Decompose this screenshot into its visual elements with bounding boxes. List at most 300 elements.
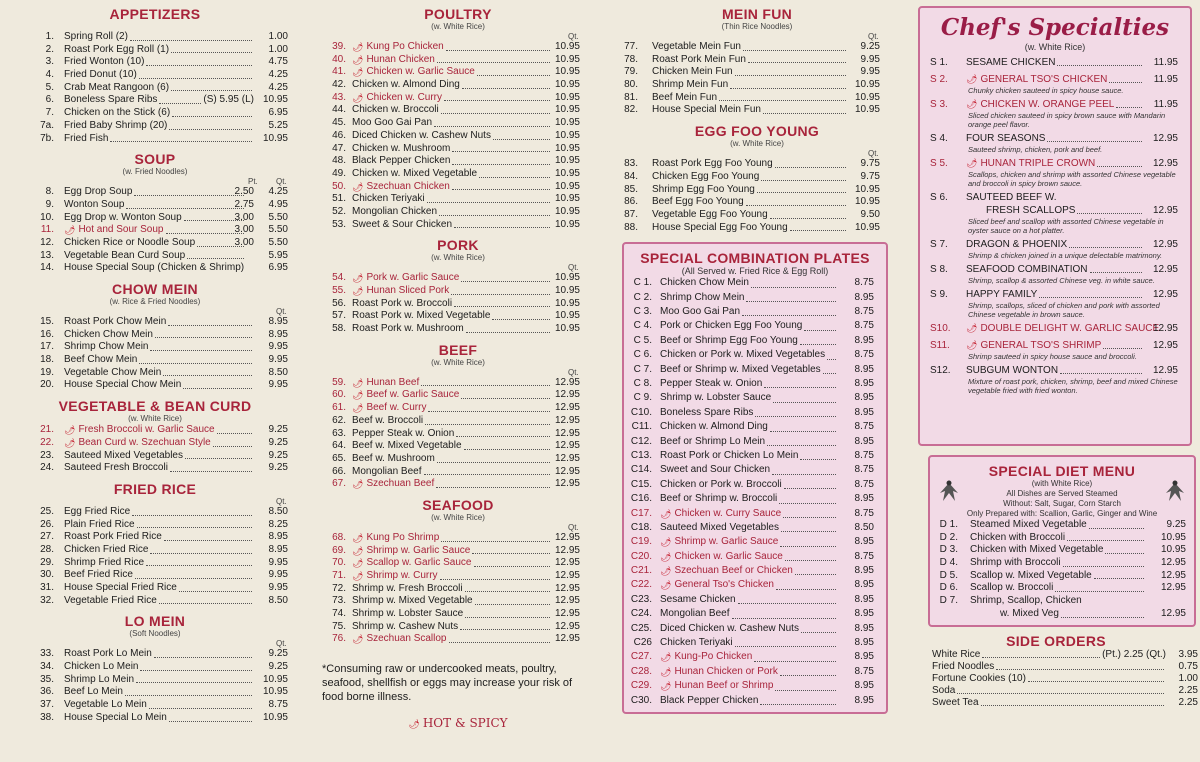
item-number: 47. <box>332 142 346 154</box>
hot-pepper-icon: 🌶 <box>966 340 978 350</box>
hot-pepper-icon: 🌶 <box>352 479 364 490</box>
menu-item-row <box>316 415 600 428</box>
item-name-line <box>660 291 838 305</box>
hot-pepper-icon: 🌶 <box>352 558 364 569</box>
chef-item-line <box>920 288 1190 301</box>
item-name-line <box>64 712 254 725</box>
leader-dots <box>150 553 252 554</box>
item-name-line <box>352 389 552 402</box>
price-header-label: Qt. <box>568 367 579 377</box>
item-name: Hunan Chicken or Pork <box>674 665 778 677</box>
item-name-line <box>64 437 254 450</box>
menu-item-row <box>612 79 902 92</box>
section-title: EGG FOO YOUNG <box>694 123 820 140</box>
menu-item-row <box>624 319 886 333</box>
menu-item-row <box>14 712 296 725</box>
price-header <box>14 639 296 648</box>
item-price: 9.95 <box>268 556 288 568</box>
item-price: 4.75 <box>268 56 288 68</box>
item-name-line <box>652 104 848 117</box>
item-price: 8.75 <box>854 349 874 361</box>
leader-dots <box>154 657 252 658</box>
hot-pepper-icon: 🌶 <box>660 566 672 577</box>
leader-dots <box>164 540 252 541</box>
item-name: Fried Donut (10) <box>64 69 137 81</box>
menu-item-row <box>14 212 296 225</box>
leader-dots <box>185 458 252 459</box>
item-number: 75. <box>332 620 346 632</box>
item-number: 7a. <box>40 119 54 131</box>
item-number: 13. <box>40 249 54 261</box>
item-price: 10.95 <box>554 142 580 154</box>
item-price: 12.95 <box>554 440 580 452</box>
item-price: 9.25 <box>268 449 288 461</box>
menu-item-row <box>316 323 600 336</box>
item-name: Mongolian Beef <box>660 608 730 620</box>
item-name-line <box>352 608 552 621</box>
item-description: Shrimp sauteed in spicy house sauce and broccoli. <box>968 352 1137 361</box>
item-name: Sauteed Mixed Vegetables <box>64 449 183 461</box>
item-name: Chicken Fried Rice <box>64 543 149 555</box>
item-name-line <box>970 570 1146 583</box>
hot-spicy-legend <box>316 716 600 730</box>
menu-item-row <box>930 519 1194 532</box>
item-name: Shrimp w. Lobster Sauce <box>352 608 464 620</box>
leader-dots <box>134 195 244 196</box>
chefs-subtitle: (w. White Rice) <box>1024 42 1086 52</box>
item-price: 10.95 <box>262 686 288 698</box>
item-number: 81. <box>624 91 638 103</box>
item-number: 84. <box>624 170 638 182</box>
item-name-line <box>932 673 1166 685</box>
menu-item-row <box>624 348 886 362</box>
item-price: 12.95 <box>1160 607 1186 619</box>
item-price: 12.95 <box>554 402 580 414</box>
section-title: FRIED RICE <box>113 480 197 497</box>
item-name: Black Pepper Chicken <box>352 155 451 167</box>
item-extra-price: (Pt.) 2.25 (Qt.) <box>1102 648 1166 660</box>
item-price: 10.95 <box>554 66 580 78</box>
item-price: 8.95 <box>854 622 874 634</box>
leader-dots <box>776 589 836 590</box>
item-number: 7. <box>45 107 54 119</box>
item-name: Sweet & Sour Chicken <box>352 218 453 230</box>
item-price: 12.95 <box>554 478 580 490</box>
leader-dots <box>465 591 550 592</box>
item-name-line <box>660 694 838 708</box>
item-number: 69. <box>332 544 346 556</box>
item-number: 54. <box>332 272 346 284</box>
item-number: 45. <box>332 117 346 129</box>
menu-item-row <box>316 117 600 130</box>
menu-item-row <box>14 82 296 95</box>
chef-special-item <box>920 56 1190 69</box>
item-name-line <box>970 532 1146 545</box>
leader-dots <box>1094 578 1144 579</box>
item-name: Szechuan Scallop <box>366 633 447 645</box>
item-price: 2.25 <box>1178 684 1198 696</box>
item-number: 85. <box>624 183 638 195</box>
item-price: 4.25 <box>268 81 288 93</box>
item-number: 28. <box>40 543 54 555</box>
item-price: 8.95 <box>854 377 874 389</box>
item-name: SESAME CHICKEN <box>966 57 1056 68</box>
item-name-line <box>352 66 552 79</box>
item-number: C26 <box>633 637 652 649</box>
item-name: Moo Goo Gai Pan <box>352 117 433 129</box>
item-name: Hunan Beef <box>366 376 420 388</box>
menu-item-row <box>316 41 600 54</box>
item-price: 12.95 <box>554 557 580 569</box>
menu-item-row <box>14 699 296 712</box>
leader-dots <box>493 139 550 140</box>
item-name: Beef w. Garlic Sauce <box>366 389 460 401</box>
item-description: Chunky chicken sauteed in spicy house sauce. <box>968 86 1124 95</box>
item-number: 2. <box>45 43 54 55</box>
hot-pepper-icon: 🌶 <box>966 99 978 109</box>
hot-pepper-icon: 🌶 <box>966 323 978 333</box>
item-name-line <box>660 319 838 333</box>
chef-item-line <box>920 56 1190 69</box>
item-name-line <box>660 550 838 564</box>
item-price: 10.95 <box>554 310 580 322</box>
item-price: 8.75 <box>854 464 874 476</box>
item-number: 42. <box>332 79 346 91</box>
item-name: Shrimp Egg Foo Young <box>652 183 755 195</box>
item-name-line <box>352 557 552 570</box>
item-name: Chicken Chow Mein <box>64 328 153 340</box>
section-subtitle: (w. White Rice) <box>431 22 485 31</box>
section-subtitle: (Soft Noodles) <box>129 629 181 639</box>
item-price: 9.25 <box>268 648 288 660</box>
menu-item-row <box>316 219 600 232</box>
chef-item-line <box>920 132 1190 145</box>
leader-dots <box>136 682 252 683</box>
leader-dots <box>730 88 846 89</box>
item-name-line <box>970 582 1146 595</box>
item-number: 38. <box>40 711 54 723</box>
item-name-line <box>64 531 254 544</box>
item-name-line <box>660 650 838 664</box>
item-number: C20. <box>630 550 652 562</box>
item-number: 57. <box>332 310 346 322</box>
item-name: Roast Pork w. Mushroom <box>352 323 464 335</box>
item-name: Roast Pork Egg Roll (1) <box>64 43 170 55</box>
price-header <box>14 177 296 186</box>
item-name: Diced Chicken w. Cashew Nuts <box>352 129 491 141</box>
item-name-line <box>352 272 552 285</box>
item-name-line <box>64 316 254 329</box>
item-number: D 3. <box>939 544 958 556</box>
item-name: Sweet and Sour Chicken <box>660 464 771 476</box>
section-subtitle: (w. White Rice) <box>431 357 485 367</box>
leader-dots <box>427 202 550 203</box>
item-price-quart: 5.50 <box>268 236 288 248</box>
item-number: S 3. <box>930 99 948 110</box>
section-title: APPETIZERS <box>109 6 201 22</box>
item-name: Sauteed Fresh Broccoli <box>64 462 168 474</box>
item-number: C11. <box>631 421 652 433</box>
item-number: C17. <box>630 507 652 519</box>
item-number: 87. <box>624 208 638 220</box>
item-number: 58. <box>332 323 346 335</box>
chef-special-item <box>920 191 1190 235</box>
item-name-line <box>966 73 1144 86</box>
item-number: 19. <box>40 366 54 378</box>
leader-dots <box>981 705 1164 706</box>
leader-dots <box>213 446 252 447</box>
item-name: Kung-Po Chicken <box>674 651 753 663</box>
item-price: 12.95 <box>554 582 580 594</box>
item-name-line <box>660 305 838 319</box>
item-name: Chicken Mein Fun <box>652 66 733 78</box>
item-name: Hunan Sliced Pork <box>366 285 450 296</box>
item-price: 9.25 <box>268 462 288 474</box>
item-name: Beef w. Mushroom <box>352 452 435 464</box>
item-price: 8.95 <box>854 334 874 346</box>
chef-item-line <box>920 204 1190 217</box>
item-name: Shrimp w. Mixed Vegetable <box>352 595 473 607</box>
item-price: 10.95 <box>554 297 580 309</box>
menu-item-row <box>14 31 296 44</box>
leader-dots <box>779 503 836 504</box>
price-header-label: Qt. <box>868 32 879 41</box>
item-number: C29. <box>630 680 652 692</box>
leader-dots <box>780 546 836 547</box>
item-price: 10.95 <box>554 180 580 192</box>
item-price: 9.95 <box>860 53 880 65</box>
item-name-line <box>660 665 838 679</box>
menu-item-row <box>14 250 296 263</box>
item-price: 10.95 <box>554 117 580 129</box>
item-name-line <box>64 544 254 557</box>
menu-item-row <box>316 66 600 79</box>
item-price: 10.95 <box>854 104 880 116</box>
chefs-title: Chef's Specialties <box>940 14 1170 41</box>
item-name: Chicken Teriyaki <box>660 637 733 649</box>
menu-item-row <box>624 449 886 463</box>
menu-item-row <box>930 570 1194 583</box>
item-price: 4.25 <box>268 69 288 81</box>
chef-item-line <box>920 339 1190 352</box>
item-name: Steamed Mixed Vegetable <box>970 519 1087 530</box>
menu-item-row <box>14 262 296 275</box>
hot-pepper-icon: 🌶 <box>64 225 76 236</box>
item-price-quart: 5.50 <box>268 211 288 223</box>
item-name: Shrimp Mein Fun <box>652 79 729 91</box>
item-name-line <box>660 593 838 607</box>
item-price: 9.25 <box>268 661 288 673</box>
price-header-label: Qt. <box>276 307 287 316</box>
item-name: Chicken w. Almond Ding <box>352 79 460 91</box>
item-price: 10.95 <box>554 91 580 103</box>
item-price: 8.95 <box>268 543 288 555</box>
item-name: Roast Pork Chow Mein <box>64 316 167 327</box>
item-name-line <box>64 557 254 570</box>
leader-dots <box>800 344 836 345</box>
leader-dots <box>163 375 252 376</box>
menu-item-row <box>316 310 600 323</box>
item-name-line <box>352 545 552 558</box>
menu-item-row <box>316 272 600 285</box>
menu-item-row <box>316 583 600 596</box>
item-number: 6. <box>45 94 54 106</box>
price-header <box>316 523 600 532</box>
item-name-line <box>660 348 838 362</box>
item-number: C 1. <box>633 277 652 289</box>
leader-dots <box>439 215 550 216</box>
item-number: C21. <box>630 565 652 577</box>
chef-item-line <box>920 98 1190 111</box>
item-name-line <box>64 569 254 582</box>
item-number: 33. <box>40 648 54 660</box>
item-name-line <box>660 622 838 636</box>
leader-dots <box>452 164 550 165</box>
item-number: 35. <box>40 673 54 685</box>
section-title: LO MEIN <box>124 613 186 630</box>
item-name-line <box>352 298 552 311</box>
hot-pepper-icon: 🌶 <box>660 681 672 692</box>
item-name: Bean Curd w. Szechuan Style <box>78 436 211 448</box>
leader-dots <box>150 350 252 351</box>
leader-dots <box>735 75 846 76</box>
leader-dots <box>773 402 836 403</box>
item-price: 10.95 <box>554 205 580 217</box>
price-header-label: Qt. <box>568 32 579 41</box>
leader-dots <box>159 103 201 104</box>
item-name: Beef or Shrimp Egg Foo Young <box>660 334 798 346</box>
item-price: 12.95 <box>554 376 580 388</box>
item-price: 9.95 <box>268 341 288 353</box>
chef-special-item <box>920 132 1190 154</box>
item-price: 10.95 <box>554 285 580 296</box>
item-price: 6.95 <box>268 107 288 119</box>
item-price: 10.95 <box>554 129 580 141</box>
leader-dots <box>735 646 836 647</box>
item-number: 12. <box>40 236 54 248</box>
item-number: C 9. <box>633 392 652 404</box>
item-price: 9.25 <box>268 436 288 448</box>
menu-item-row <box>624 550 886 564</box>
item-name-line <box>660 679 838 693</box>
item-number: C 6. <box>633 349 652 361</box>
leader-dots <box>801 632 836 633</box>
item-name: Vegetable Chow Mein <box>64 366 162 378</box>
price-header <box>14 22 296 31</box>
item-name: White Rice <box>932 648 981 660</box>
item-price: 8.25 <box>268 518 288 530</box>
item-number: 43. <box>332 91 346 103</box>
item-price-quart: 4.25 <box>268 186 288 198</box>
price-header <box>316 32 600 41</box>
leader-dots <box>135 578 252 579</box>
section-subtitle: (w. White Rice) <box>128 414 182 424</box>
menu-item-row <box>612 184 902 197</box>
item-name-line <box>652 92 848 105</box>
leader-dots <box>754 661 836 662</box>
leader-dots <box>139 78 252 79</box>
menu-item-row <box>624 636 886 650</box>
item-name-line <box>352 595 552 608</box>
item-name-line <box>970 595 1146 608</box>
leader-dots <box>751 287 836 288</box>
item-number: D 2. <box>939 531 958 543</box>
menu-item-row <box>316 104 600 117</box>
side-orders <box>914 633 1198 709</box>
item-name-line <box>64 133 254 146</box>
menu-item-row <box>14 354 296 367</box>
item-price: 10.95 <box>854 183 880 195</box>
hot-pepper-icon: 🌶 <box>352 92 364 103</box>
chef-item-line <box>920 73 1190 86</box>
item-name: Chicken or Pork w. Mixed Vegetables <box>660 349 826 361</box>
chef-special-item <box>920 263 1190 285</box>
leader-dots <box>743 50 846 51</box>
item-name-line <box>352 532 552 545</box>
menu-item-row <box>612 92 902 105</box>
item-description: Shrimp, scallops, sliced of chicken and pork with assorted Chinese vegetable in brown sauce. <box>968 301 1160 319</box>
item-number: 39. <box>332 41 346 52</box>
item-price: 8.50 <box>268 594 288 606</box>
leader-dots <box>436 487 550 488</box>
item-number: C28. <box>630 665 652 677</box>
leader-dots <box>742 315 836 316</box>
item-name: Chicken Teriyaki <box>352 193 425 205</box>
menu-item-row <box>14 69 296 82</box>
menu-item-row <box>624 478 886 492</box>
item-name: Beef or Shrimp w. Broccoli <box>660 493 778 505</box>
item-price: 12.95 <box>1152 323 1178 334</box>
leader-dots <box>149 708 252 709</box>
item-price: 9.50 <box>860 208 880 220</box>
item-name-line <box>966 157 1144 170</box>
item-name-line <box>64 462 254 475</box>
item-name: Hunan Chicken <box>366 53 435 65</box>
legend-label: HOT & SPICY <box>422 716 508 731</box>
combo-subtitle: (All Served w. Fried Rice & Egg Roll) <box>681 266 829 277</box>
hot-pepper-icon: 🌶 <box>352 545 364 556</box>
item-name-line <box>970 544 1146 557</box>
item-number: S 4. <box>930 133 948 144</box>
menu-item-row <box>316 608 600 621</box>
menu-item-row <box>316 181 600 194</box>
item-number: C 7. <box>633 363 652 375</box>
item-price: 12.95 <box>554 465 580 477</box>
item-description: Mixture of roast pork, chicken, shrimp, beef and mixed Chinese vegetable fried with fried wonton. <box>968 377 1178 395</box>
item-name: Chicken Rice or Noodle Soup <box>64 236 196 248</box>
item-number: 3. <box>45 56 54 68</box>
item-price: 8.95 <box>854 651 874 663</box>
item-price: 12.95 <box>554 633 580 645</box>
item-price: 12.95 <box>554 531 580 543</box>
menu-item-row <box>624 593 886 607</box>
item-price: 12.95 <box>554 414 580 426</box>
item-price: 9.25 <box>268 424 288 436</box>
menu-item-row <box>14 379 296 392</box>
item-price: 8.95 <box>854 392 874 404</box>
menu-item-row <box>624 363 886 377</box>
item-description: Scallops, chicken and shrimp with assorted Chinese vegetable and broccoli in spicy brown sauce. <box>968 170 1176 188</box>
item-price: 8.95 <box>268 316 288 327</box>
menu-item-row <box>14 44 296 57</box>
item-name-line <box>352 193 552 206</box>
item-name: Szechuan Chicken <box>366 180 450 192</box>
item-name-line <box>64 82 254 95</box>
hot-pepper-icon: 🌶 <box>352 54 364 65</box>
hot-pepper-icon: 🌶 <box>966 158 978 168</box>
item-name-line <box>352 440 552 453</box>
item-name-line <box>64 199 246 212</box>
